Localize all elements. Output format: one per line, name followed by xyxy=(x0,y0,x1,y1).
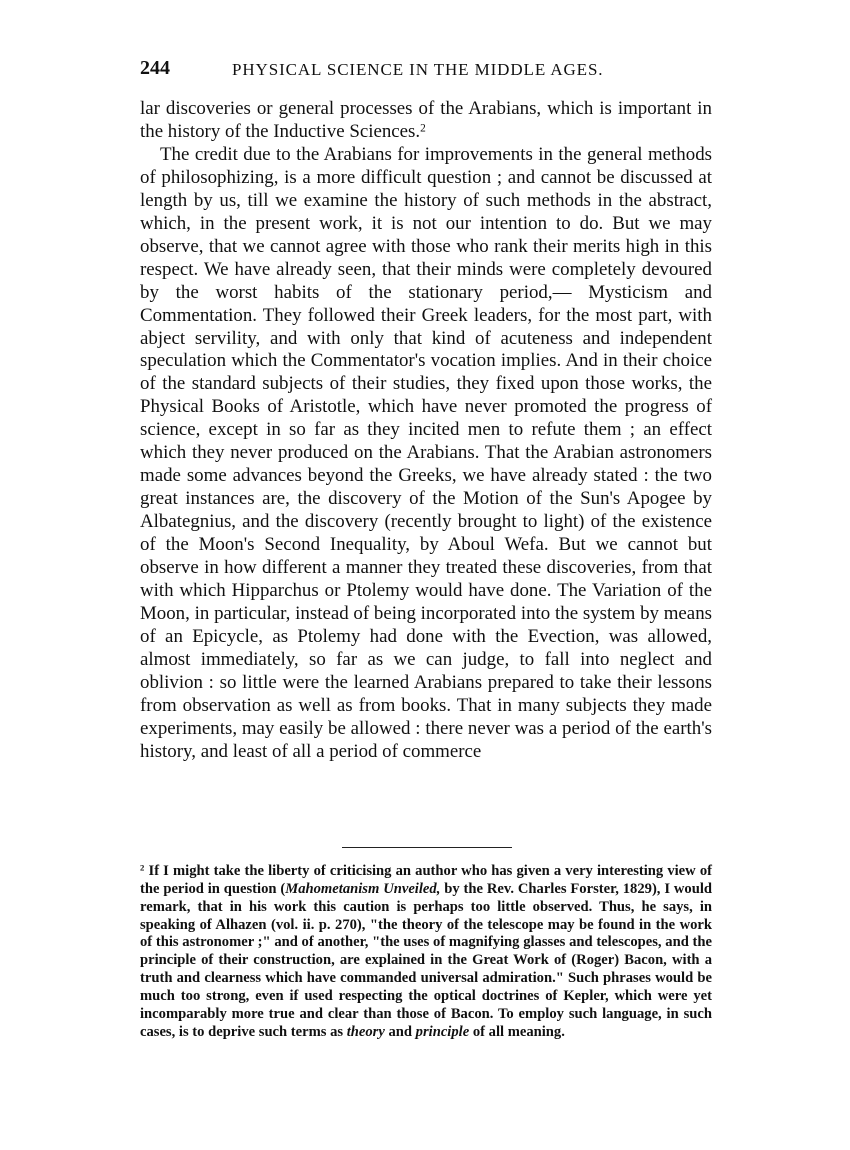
footnote-text-1: If I might take the liberty of criticising an author who has given a very interesting view of the period in question ( xyxy=(140,863,712,897)
footnote-text-4: of all meaning. xyxy=(469,1023,565,1040)
paragraph-2: The credit due to the Arabians for improvements in the general methods of philosophizing, is a more difficult question ; and cannot be discussed at length by us, till we examine the history of such methods in the abstract, which, in the present work, it is not our intention to do. But we may observe, that we cannot agree with those who rank their merits high in this respect. We have already seen, that their minds were completely devoured by the worst habits of the stationary period,— Mysticism and Commentation. They followed their Greek leaders, for the most part, with abject servility, and with only that kind of acuteness and independent speculation which the Commentator's vocation implies. And in their choice of the standard subjects of their studies, they fixed upon those works, the Physical Books of Aristotle, which have never promoted the progress of science, except in so far as they incited men to refute them ; an effect which they never produced on the Arabians. That the Arabian astronomers made some advances beyond the Greeks, we have already stated : the two great instances are, the discovery of the Motion of the Sun's Apogee by Albategnius, and the discovery (recently brought to light) of the existence of the Moon's Second Inequality, by Aboul Wefa. But we cannot but observe in how different a manner they treated these discoveries, from that with which Hipparchus or Ptolemy would have done. The Variation of the Moon, in particular, instead of being incorporated into the system by means of an Epicycle, as Ptolemy had done with the Evection, was allowed, almost immediately, so far as we can judge, to fall into neglect and oblivion : so little were the learned Arabians prepared to take their lessons from observation as well as from books. That in many subjects they made experiments, may easily be allowed : there never was a period of the earth's history, and least of all a period of commerce xyxy=(140,143,712,762)
footnote-text-2: by the Rev. Charles Forster, 1829), I would remark, that in his work this caution is perhaps too little observed. Thus, he says, in speaking of Alhazen (vol. ii. p. 270), "the theory of the telescope may be found in the work of this astronomer ;" and of another, "the uses of magnifying glasses and telescopes, and the principle of their construction, are explained in the Great Work of (Roger) Bacon, with a truth and clearness which have commanded universal admiration." Such phrases would be much too strong, even if used respecting the optical doctrines of Kepler, which were yet incomparably more true and clear than those of Bacon. To employ such language, in such cases, is to deprive such terms as xyxy=(140,880,713,1040)
paragraph-1-text: lar discoveries or general processes of the Arabians, which is important in the history of the Inductive Sciences. xyxy=(140,98,712,142)
page-number: 244 xyxy=(140,57,170,79)
footnote-italic-title: Mahometanism Unveiled, xyxy=(285,880,441,897)
paragraph-continued xyxy=(140,98,712,144)
footnote-text-3: and xyxy=(384,1023,416,1040)
footnote-marker: 2 xyxy=(140,862,145,873)
footnote-divider xyxy=(342,847,512,848)
running-head xyxy=(140,57,712,83)
footnote-2 xyxy=(140,863,712,1041)
running-head-title: PHYSICAL SCIENCE IN THE MIDDLE AGES. xyxy=(232,60,604,79)
main-text xyxy=(140,98,712,764)
footnote-italic-principle: principle xyxy=(415,1023,470,1040)
footnotes xyxy=(140,863,712,1041)
footnote-reference: 2 xyxy=(420,122,426,135)
footnote-italic-theory: theory xyxy=(346,1023,385,1040)
